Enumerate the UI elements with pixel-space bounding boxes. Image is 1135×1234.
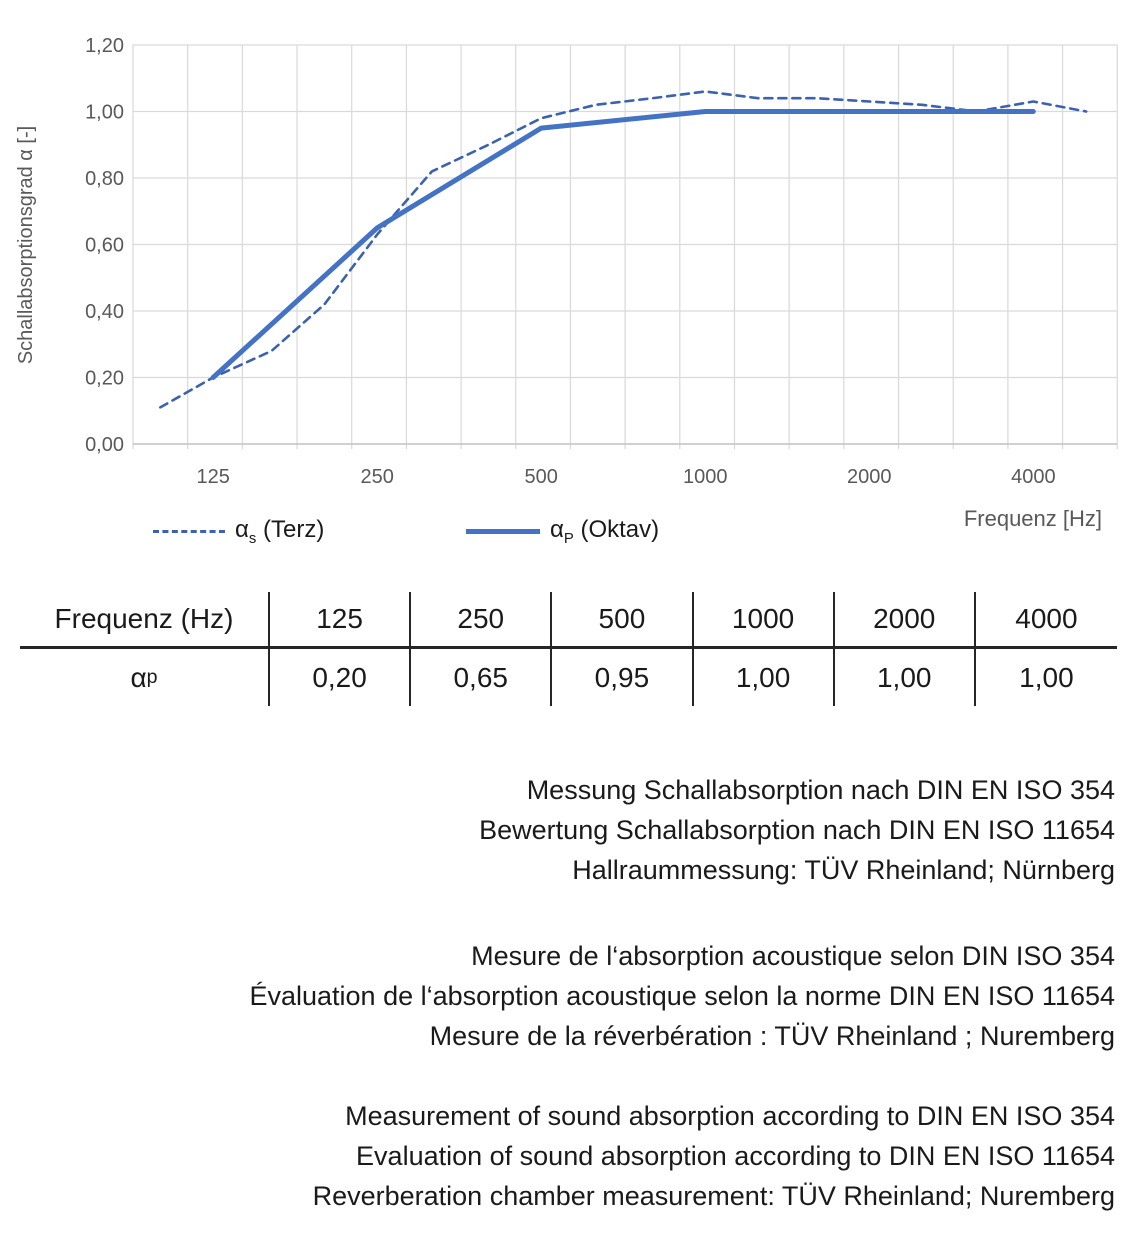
- value-cell-250: 0,65: [411, 649, 552, 706]
- absorption-values-table: [20, 592, 1117, 706]
- header-cell-500: 500: [552, 592, 693, 649]
- x-tick-label: 125: [196, 466, 230, 488]
- legend-label-terz: $\alpha_s$ (Terz): [235, 515, 325, 547]
- solid-line-sample: [466, 529, 540, 534]
- note-line: Measurement of sound absorption according to DIN EN ISO 354: [345, 1101, 1115, 1131]
- note-line: Mesure de la réverbération : TÜV Rheinland ; Nuremberg: [429, 1021, 1115, 1051]
- y-tick-label: 0,00: [85, 434, 124, 456]
- x-tick-label: 250: [360, 466, 394, 488]
- value-cell-500: 0,95: [552, 649, 693, 706]
- header-cell-4000: 4000: [976, 592, 1117, 649]
- note-french: [20, 936, 1115, 1056]
- legend-item-oktav: [466, 514, 659, 548]
- row-label-alpha-p: α p: [20, 649, 270, 706]
- header-cell-250: 250: [411, 592, 552, 649]
- x-tick-label: 2000: [847, 466, 892, 488]
- note-line: Hallraummessung: TÜV Rheinland; Nürnberg: [572, 855, 1115, 885]
- value-cell-2000: 1,00: [835, 649, 976, 706]
- y-tick-label: 0,80: [85, 168, 124, 190]
- series-alpha-s-terz-line: [160, 92, 1086, 408]
- legend-item-terz: [153, 514, 324, 548]
- x-tick-label: 1000: [683, 466, 728, 488]
- header-cell-1000: 1000: [694, 592, 835, 649]
- y-tick-label: 0,40: [85, 301, 124, 323]
- sound-absorption-chart: [0, 0, 1135, 500]
- x-tick-label: 500: [524, 466, 558, 488]
- note-line: Evaluation of sound absorption according to DIN EN ISO 11654: [356, 1141, 1115, 1171]
- y-tick-label: 1,00: [85, 101, 124, 124]
- x-axis-title: Frequenz [Hz]: [963, 506, 1102, 531]
- y-tick-label: 0,20: [85, 367, 124, 390]
- x-tick-label: 4000: [1011, 466, 1056, 488]
- dashed-line-sample: [153, 530, 225, 533]
- header-cell-frequenz: Frequenz (Hz): [20, 592, 270, 649]
- note-line: Évaluation de l‘absorption acoustique selon la norme DIN EN ISO 11654: [249, 981, 1115, 1011]
- note-line: Bewertung Schallabsorption nach DIN EN ISO 11654: [479, 815, 1115, 845]
- value-cell-4000: 1,00: [1019, 661, 1074, 693]
- header-cell-2000: 2000: [835, 592, 976, 649]
- value-cell-1000: 1,00: [694, 649, 835, 706]
- note-english: [20, 1096, 1115, 1216]
- legend-label-oktav: $\alpha_P$ (Oktav): [550, 515, 660, 547]
- note-line: Mesure de l‘absorption acoustique selon DIN ISO 354: [471, 941, 1115, 971]
- y-axis-title: Schallabsorptionsgrad α [-]: [15, 125, 37, 365]
- value-cell-125: 0,20: [270, 649, 411, 706]
- note-line: Reverberation chamber measurement: TÜV Rheinland; Nuremberg: [312, 1181, 1115, 1211]
- y-tick-label: 1,20: [85, 35, 124, 57]
- header-cell-125: 125: [270, 592, 411, 649]
- note-german: [20, 770, 1115, 890]
- y-tick-label: 0,60: [85, 234, 124, 257]
- note-line: Messung Schallabsorption nach DIN EN ISO 354: [526, 775, 1115, 805]
